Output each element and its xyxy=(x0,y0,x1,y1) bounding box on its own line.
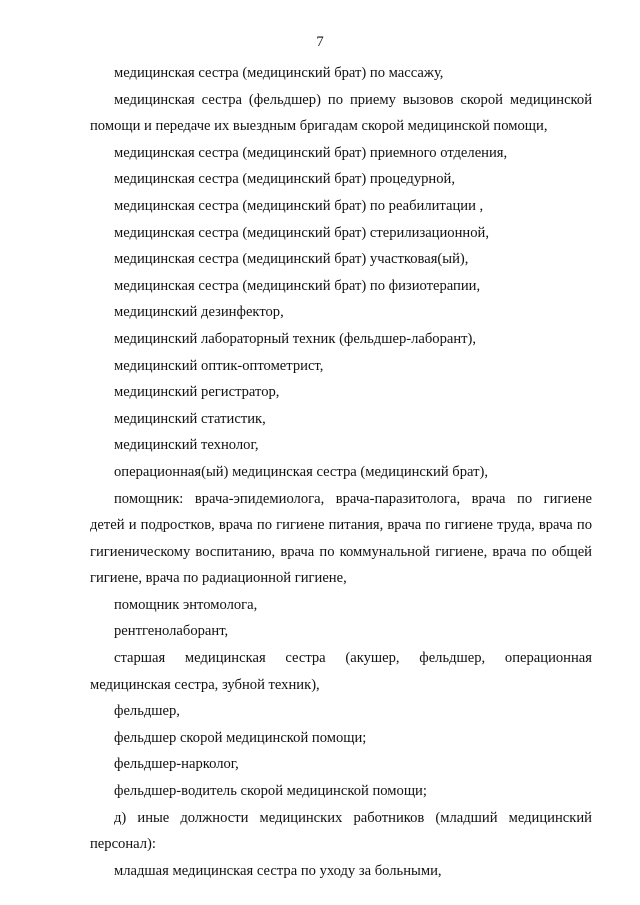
text-line: старшая медицинская сестра (акушер, фельдшер, операционная xyxy=(114,650,592,667)
text-line: медицинский оптик-оптометрист, xyxy=(114,357,324,374)
text-line: медицинская сестра (медицинский брат) по массажу, xyxy=(114,65,444,81)
text-line: операционная(ый) медицинская сестра (медицинский брат), xyxy=(114,463,488,480)
text-line: медицинская сестра (медицинский брат) по физиотерапии, xyxy=(114,277,481,294)
paragraph xyxy=(90,459,592,486)
paragraph xyxy=(90,618,592,645)
text-line: медицинский технолог, xyxy=(114,437,259,454)
text-line: фельдшер, xyxy=(114,703,180,720)
text-line: медицинский статистик, xyxy=(114,410,266,427)
paragraph xyxy=(90,193,592,220)
paragraph xyxy=(90,725,592,752)
paragraph xyxy=(90,326,592,353)
paragraph xyxy=(90,220,592,247)
text-line: фельдшер-водитель скорой медицинской помощи; xyxy=(114,783,427,800)
text-line: медицинская сестра (медицинский брат) приемного отделения, xyxy=(114,144,508,161)
text-line: рентгенолаборант, xyxy=(114,623,229,640)
text-line: медицинская сестра (медицинский брат) по реабилитации , xyxy=(114,197,484,214)
text-line: медицинская сестра, зубной техник), xyxy=(90,676,320,693)
text-line: помощник энтомолога, xyxy=(114,596,258,613)
text-line: медицинский лабораторный техник (фельдшер-лаборант), xyxy=(114,330,477,347)
text-line: детей и подростков, врача по гигиене питания, врача по гигиене труда, врача по xyxy=(90,517,592,534)
paragraph xyxy=(90,858,592,885)
paragraph xyxy=(90,246,592,273)
text-line: младшая медицинская сестра по уходу за больными, xyxy=(114,862,442,879)
text-line: д) иные должности медицинских работников (младший медицинский xyxy=(114,809,592,826)
text-line: персонал): xyxy=(90,836,156,853)
paragraph xyxy=(90,379,592,406)
document-body xyxy=(90,60,592,884)
text-line: помощи и передаче их выездным бригадам скорой медицинской помощи, xyxy=(90,118,548,135)
text-line: медицинская сестра (фельдшер) по приему вызовов скорой медицинской xyxy=(114,91,592,108)
paragraph xyxy=(90,87,592,140)
text-line: фельдшер-нарколог, xyxy=(114,756,239,773)
paragraph xyxy=(90,299,592,326)
paragraph xyxy=(90,645,592,698)
text-line: гигиене, врача по радиационной гигиене, xyxy=(90,570,347,587)
text-line: медицинский дезинфектор, xyxy=(114,304,284,321)
paragraph xyxy=(90,166,592,193)
paragraph xyxy=(90,486,592,592)
text-line: помощник: врача-эпидемиолога, врача-паразитолога, врача по гигиене xyxy=(114,490,592,507)
paragraph xyxy=(90,592,592,619)
paragraph xyxy=(90,805,592,858)
text-line: медицинский регистратор, xyxy=(114,384,280,401)
paragraph xyxy=(90,353,592,380)
paragraph xyxy=(90,698,592,725)
page-number: 7 xyxy=(316,34,324,50)
paragraph xyxy=(90,60,592,87)
text-line: медицинская сестра (медицинский брат) участковая(ый), xyxy=(114,251,469,268)
text-line: медицинская сестра (медицинский брат) стерилизационной, xyxy=(114,224,489,241)
paragraph xyxy=(90,751,592,778)
paragraph xyxy=(90,140,592,167)
paragraph xyxy=(90,432,592,459)
paragraph xyxy=(90,406,592,433)
text-line: гигиеническому воспитанию, врача по коммунальной гигиене, врача по общей xyxy=(90,543,592,560)
paragraph xyxy=(90,778,592,805)
text-line: фельдшер скорой медицинской помощи; xyxy=(114,729,367,746)
paragraph xyxy=(90,273,592,300)
text-line: медицинская сестра (медицинский брат) процедурной, xyxy=(114,171,455,188)
